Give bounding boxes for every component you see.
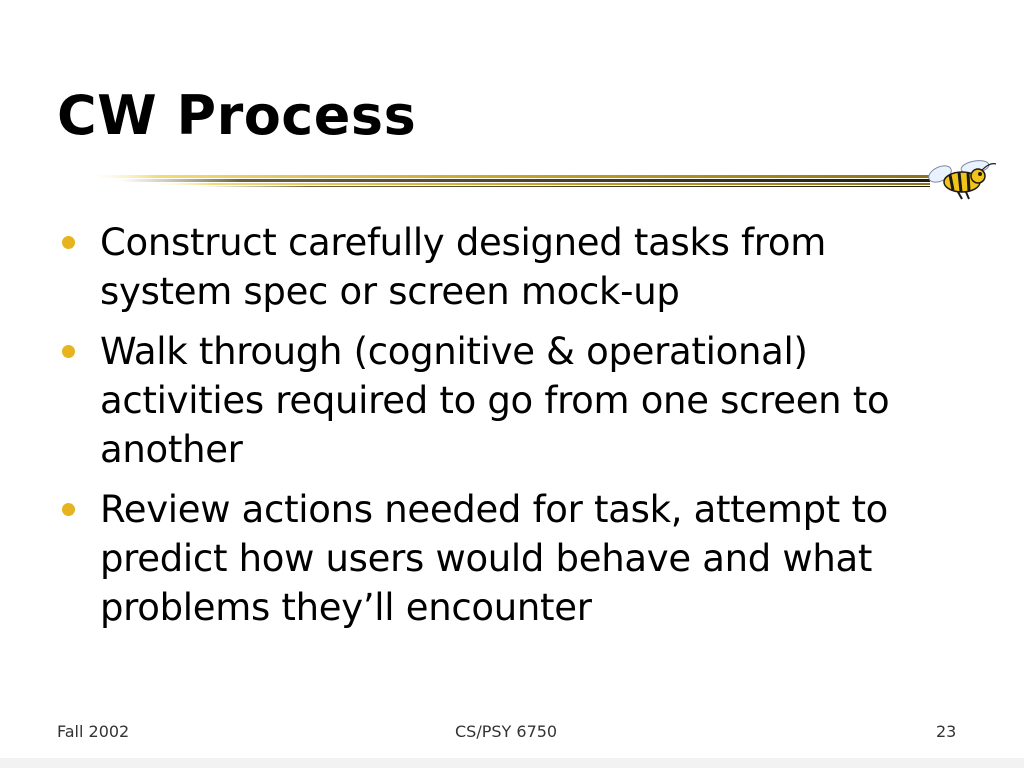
- title-rule: [0, 160, 1024, 200]
- footer-page-number: 23: [936, 722, 957, 741]
- bullet-text: Review actions needed for task, attempt to predict how users would behave and what problems they’ll encounter: [100, 488, 889, 629]
- bullet-item: [58, 485, 958, 632]
- bullet-item: [58, 218, 958, 316]
- bullet-dot-icon: [62, 503, 75, 516]
- footer-date: Fall 2002: [57, 722, 130, 741]
- footer-course: CS/PSY 6750: [455, 722, 558, 741]
- bullet-text: Construct carefully designed tasks from system spec or screen mock-up: [100, 221, 826, 313]
- bottom-band: [0, 758, 1024, 768]
- bullet-dot-icon: [62, 236, 75, 249]
- bullet-list: [58, 218, 958, 643]
- slide-title: CW Process: [57, 84, 417, 147]
- bullet-dot-icon: [62, 345, 75, 358]
- bullet-text: Walk through (cognitive & operational) activities required to go from one screen to another: [100, 330, 890, 471]
- yellow-jacket-icon: [926, 160, 996, 199]
- bullet-item: [58, 327, 958, 474]
